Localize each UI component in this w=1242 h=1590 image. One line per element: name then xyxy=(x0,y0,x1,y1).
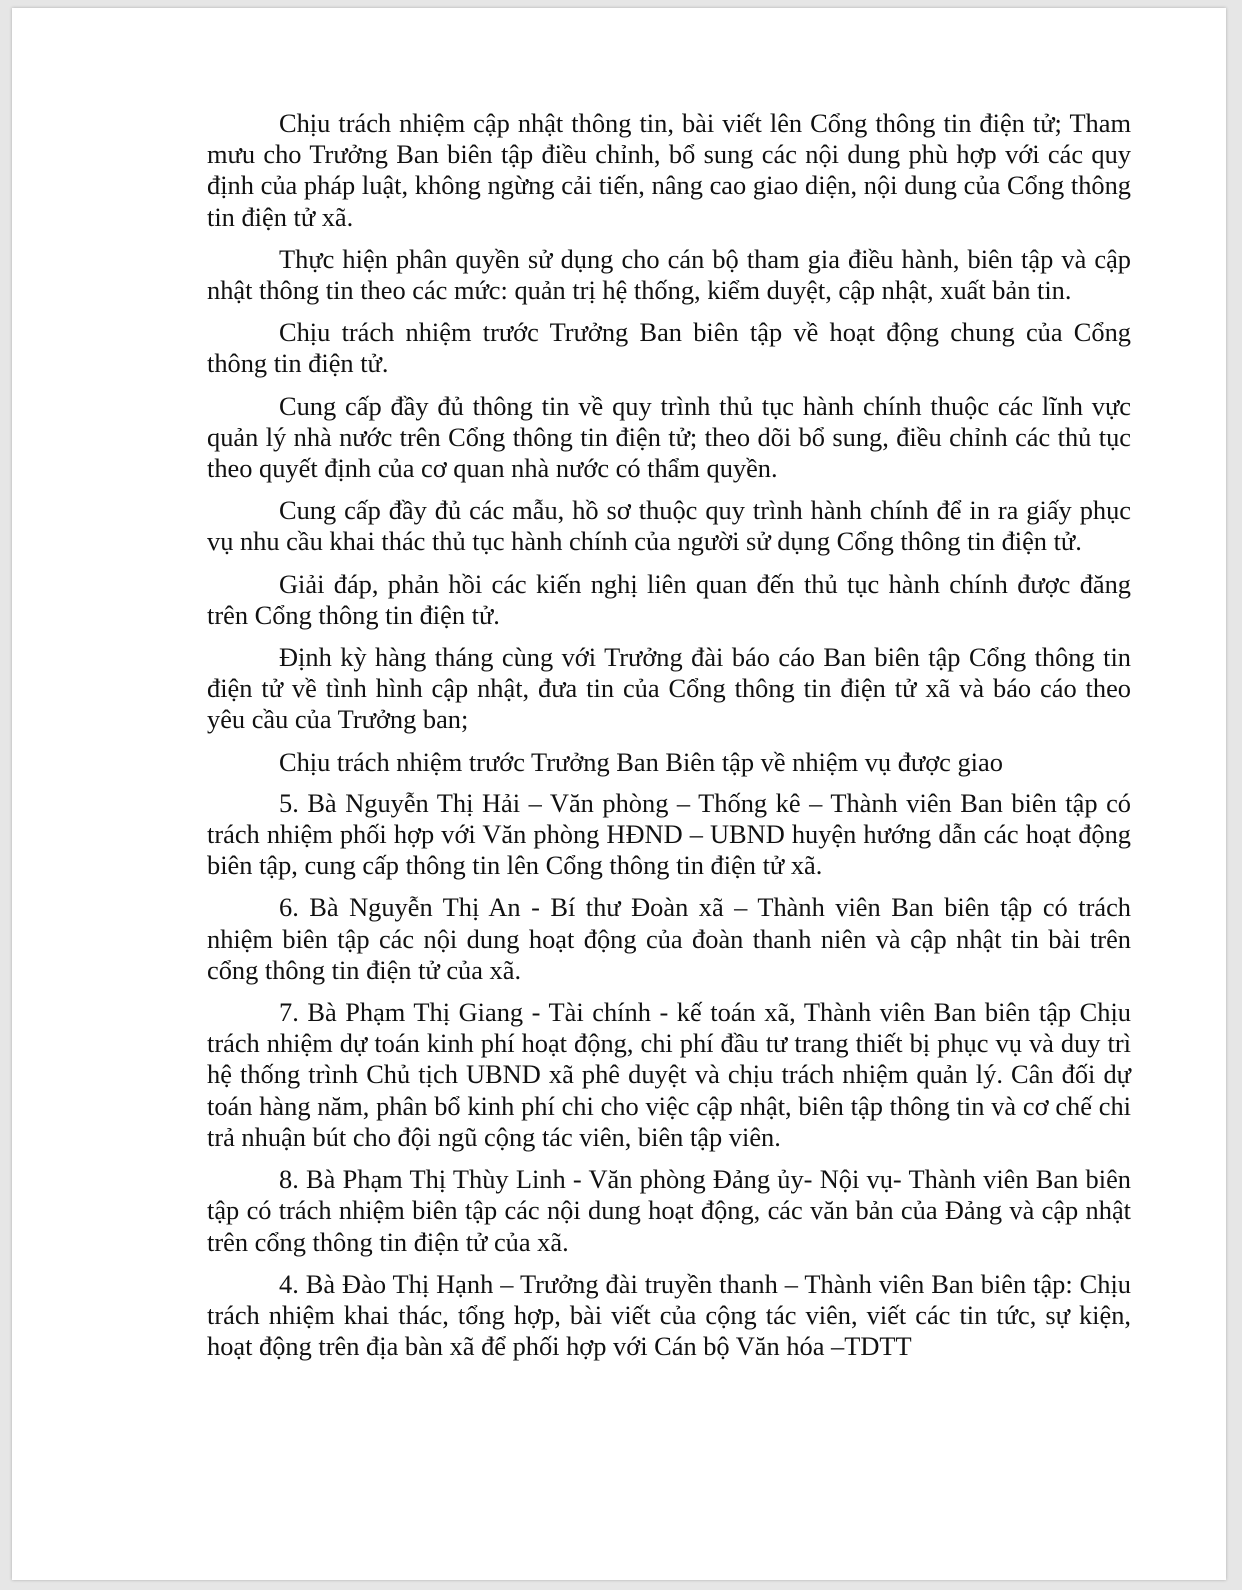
paragraph-8: Chịu trách nhiệm trước Trưởng Ban Biên tập về nhiệm vụ được giao xyxy=(279,746,1003,777)
document-body xyxy=(207,108,1131,1373)
paragraph-2: Thực hiện phân quyền sử dụng cho cán bộ tham gia điều hành, biên tập và cập nhật thông tin theo các mức: quản trị hệ thống, kiểm duyệt, cập nhật, xuất bản tin. xyxy=(207,243,1131,306)
paragraph-7: Định kỳ hàng tháng cùng với Trưởng đài báo cáo Ban biên tập Cổng thông tin điện tử về tình hình cập nhật, đưa tin của Cổng thông tin điện tử xã và báo cáo theo yêu cầu của Trưởng ban; xyxy=(207,642,1131,735)
paragraph-3: Chịu trách nhiệm trước Trưởng Ban biên tập về hoạt động chung của Cổng thông tin điện tử. xyxy=(207,317,1131,379)
paragraph-1: Chịu trách nhiệm cập nhật thông tin, bài viết lên Cổng thông tin điện tử; Tham mưu cho Trưởng Ban biên tập điều chỉnh, bổ sung các nội dung phù hợp với các quy định của pháp luật, không ngừng cải tiến, nâng cao giao diện, nội dung của Cổng thông tin điện tử xã. xyxy=(207,108,1131,232)
paragraph-4: Cung cấp đầy đủ thông tin về quy trình thủ tục hành chính thuộc các lĩnh vực quản lý nhà nước trên Cổng thông tin điện tử; theo dõi bổ sung, điều chỉnh các thủ tục theo quyết định của cơ quan nhà nước có thẩm quyền. xyxy=(207,390,1131,484)
paragraph-member-8: 8. Bà Phạm Thị Thùy Linh - Văn phòng Đảng ủy- Nội vụ- Thành viên Ban biên tập có trách nhiệm biên tập các nội dung hoạt động, các văn bản của Đảng và cập nhật trên cổng thông tin điện tử của xã. xyxy=(207,1164,1131,1257)
paragraph-member-6: 6. Bà Nguyễn Thị An - Bí thư Đoàn xã – Thành viên Ban biên tập có trách nhiệm biên tập các nội dung hoạt động của đoàn thanh niên và cập nhật tin bài trên cổng thông tin điện tử của xã. xyxy=(207,892,1131,985)
paragraph-6: Giải đáp, phản hồi các kiến nghị liên quan đến thủ tục hành chính được đăng trên Cổng thông tin điện tử. xyxy=(207,568,1131,630)
document-page xyxy=(12,8,1226,1580)
paragraph-member-4: 4. Bà Đào Thị Hạnh – Trưởng đài truyền thanh – Thành viên Ban biên tập: Chịu trách nhiệm khai thác, tổng hợp, bài viết của cộng tác viên, viết các tin tức, sự kiện, hoạt động trên địa bàn xã để phối hợp với Cán bộ Văn hóa –TDTT xyxy=(207,1268,1131,1362)
paragraph-member-7: 7. Bà Phạm Thị Giang - Tài chính - kế toán xã, Thành viên Ban biên tập Chịu trách nhiệm dự toán kinh phí hoạt động, chi phí đầu tư trang thiết bị phục vụ và duy trì hệ thống trình Chủ tịch UBND xã phê duyệt và chịu trách nhiệm quản lý. Cân đối dự toán hàng năm, phân bổ kinh phí chi cho việc cập nhật, biên tập thông tin và cơ chế chi trả nhuận bút cho đội ngũ cộng tác viên, biên tập viên. xyxy=(207,997,1131,1152)
paragraph-5: Cung cấp đầy đủ các mẫu, hồ sơ thuộc quy trình hành chính để in ra giấy phục vụ nhu cầu khai thác thủ tục hành chính của người sử dụng Cổng thông tin điện tử. xyxy=(207,495,1131,557)
paragraph-member-5: 5. Bà Nguyễn Thị Hải – Văn phòng – Thống kê – Thành viên Ban biên tập có trách nhiệm phối hợp với Văn phòng HĐND – UBND huyện hướng dẫn các hoạt động biên tập, cung cấp thông tin lên Cổng thông tin điện tử xã. xyxy=(207,787,1131,881)
